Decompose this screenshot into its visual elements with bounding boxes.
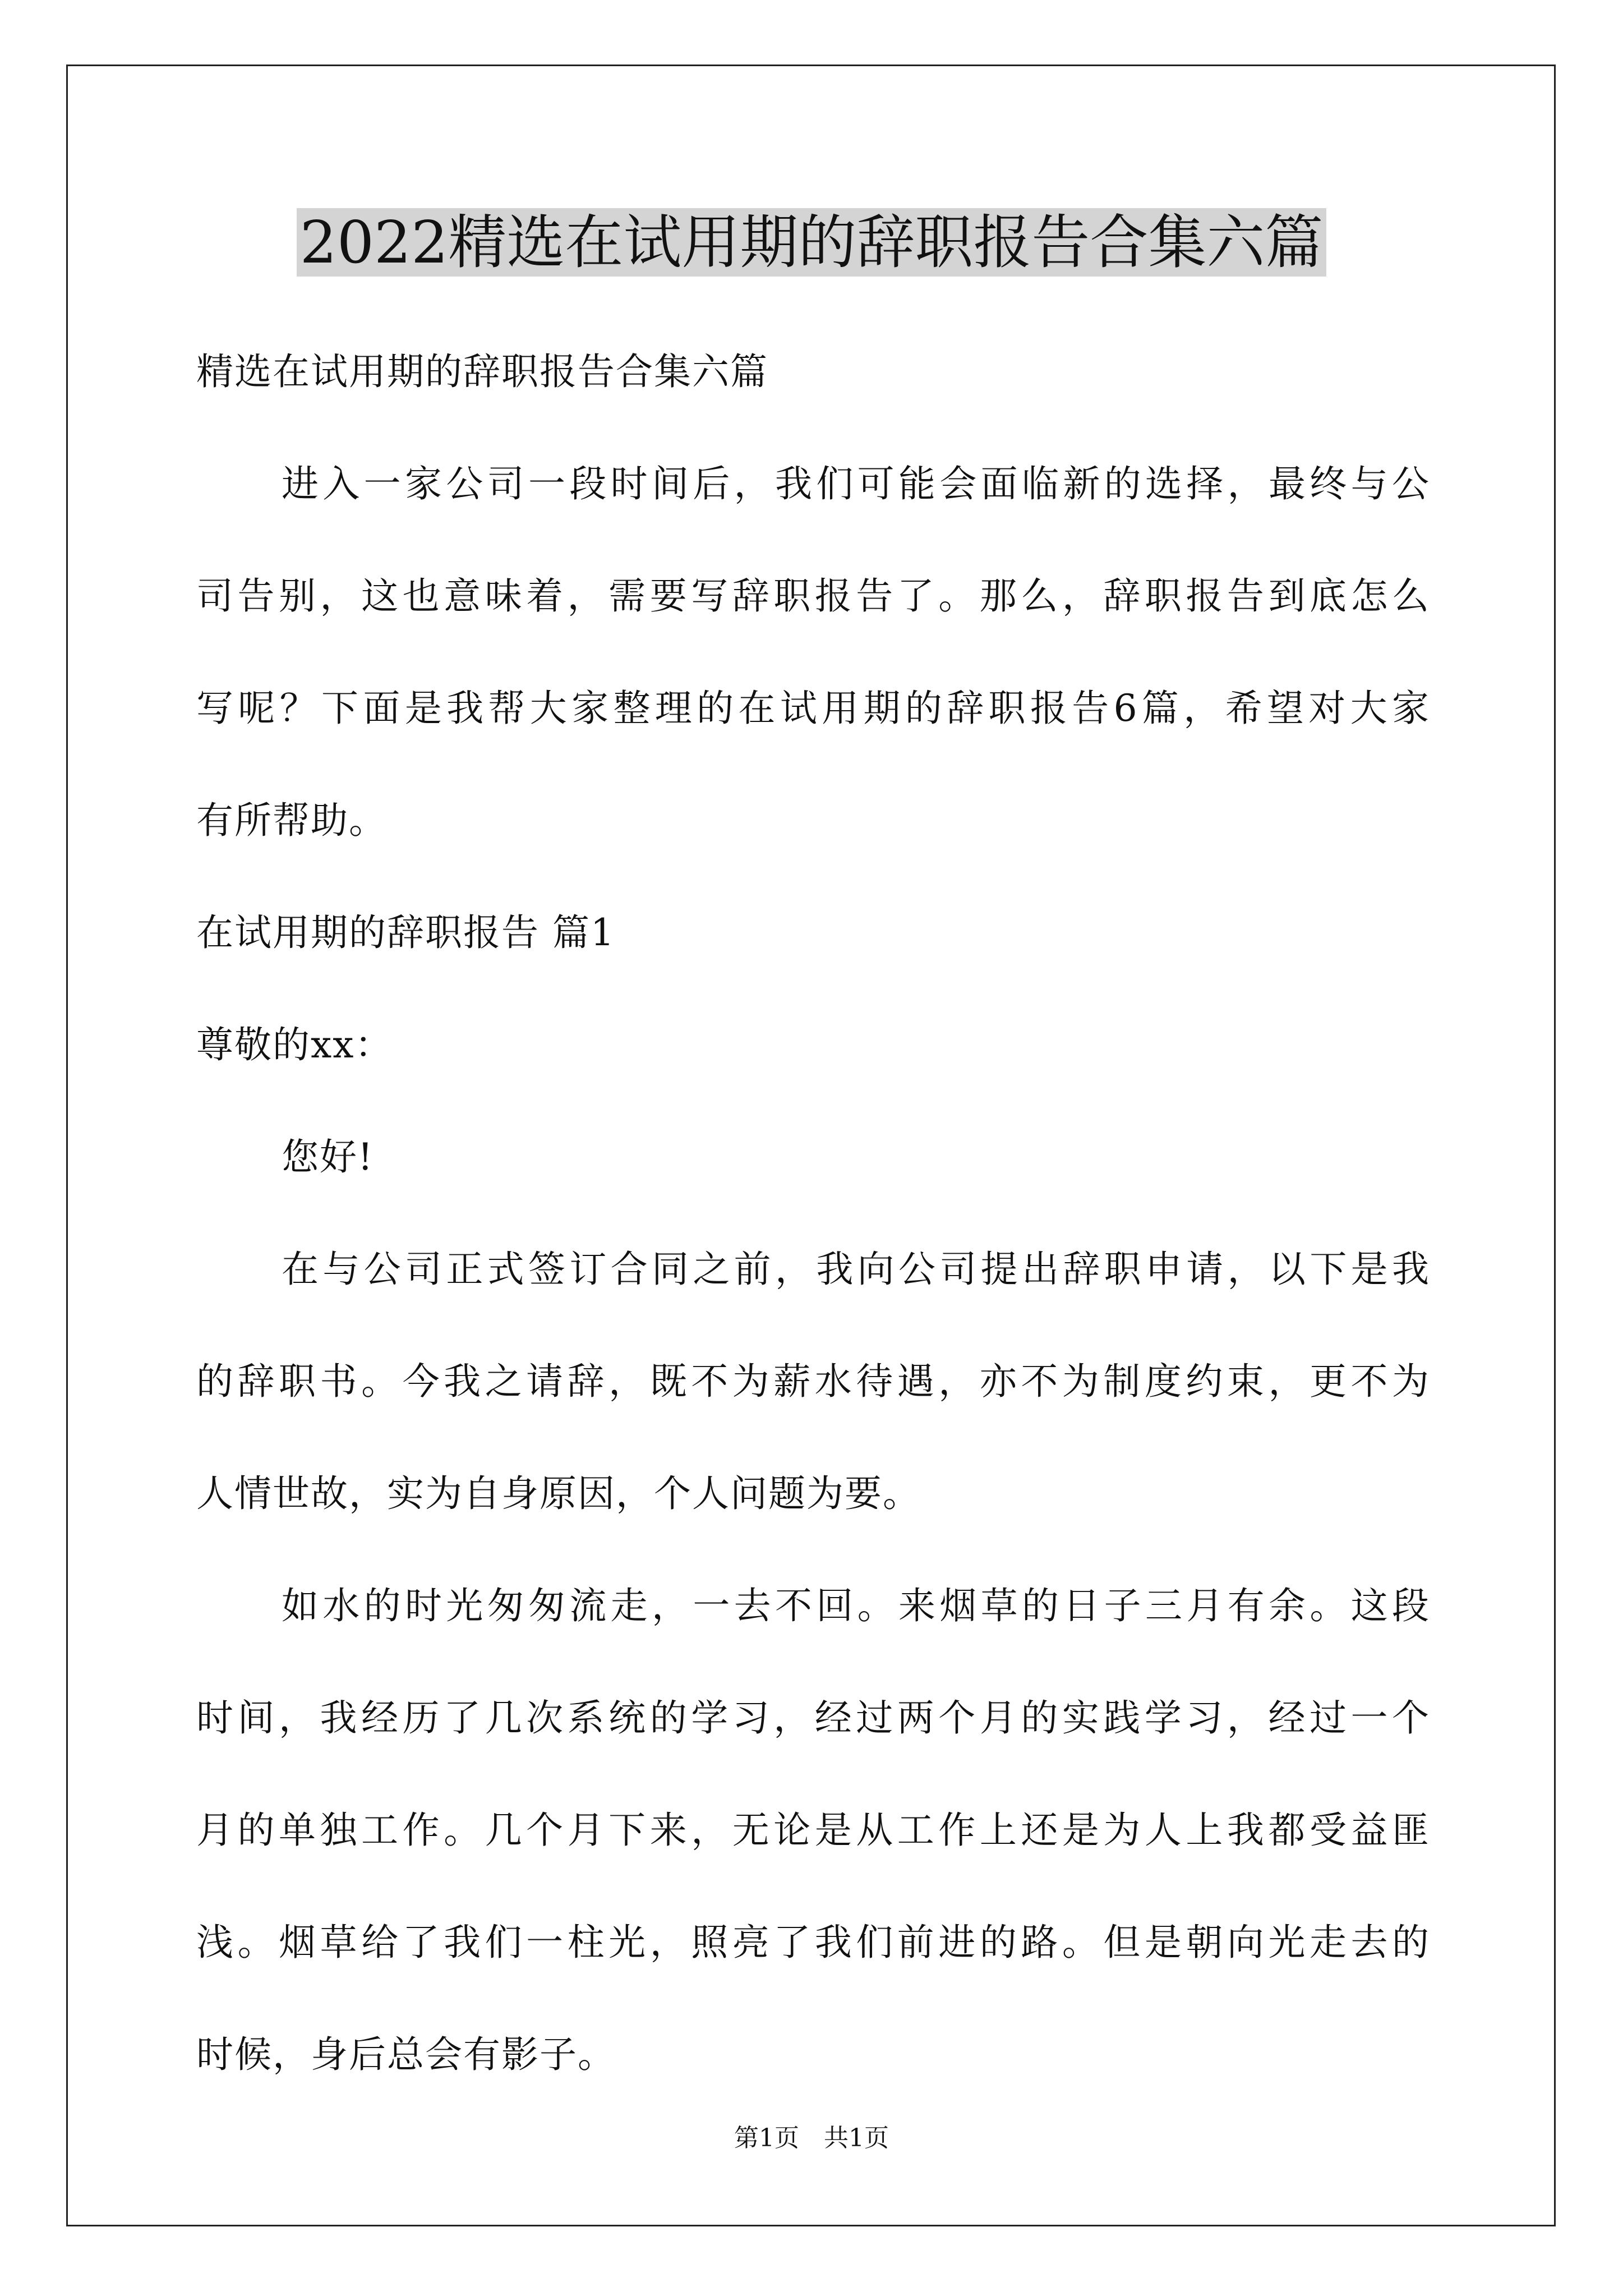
body-paragraph-2-line-4: 浅。烟草给了我们一柱光，照亮了我们前进的路。但是朝向光走去的: [196, 1921, 1430, 1964]
document-title: [0, 197, 1623, 287]
document-title-text: 2022精选在试用期的辞职报告合集六篇: [297, 208, 1327, 277]
body-paragraph-2-line-1: 如水的时光匆匆流走，一去不回。来烟草的日子三月有余。这段: [282, 1584, 1430, 1627]
intro-paragraph-line-1: 进入一家公司一段时间后，我们可能会面临新的选择，最终与公: [282, 462, 1430, 505]
intro-paragraph-line-4: 有所帮助。: [196, 799, 387, 842]
body-paragraph-1-line-1: 在与公司正式签订合同之前，我向公司提出辞职申请，以下是我: [282, 1248, 1430, 1291]
greeting: 您好!: [282, 1135, 374, 1179]
salutation: 尊敬的xx：: [196, 1023, 393, 1066]
subtitle-line: 精选在试用期的辞职报告合集六篇: [196, 350, 768, 393]
page-number-footer: 第1页 共1页: [734, 2124, 889, 2152]
intro-paragraph-line-2: 司告别，这也意味着，需要写辞职报告了。那么，辞职报告到底怎么: [196, 574, 1430, 618]
body-paragraph-1-line-3: 人情世故，实为自身原因，个人问题为要。: [196, 1472, 921, 1515]
body-paragraph-2-line-2: 时间，我经历了几次系统的学习，经过两个月的实践学习，经过一个: [196, 1696, 1430, 1740]
section-heading: 在试用期的辞职报告 篇1: [196, 911, 615, 954]
body-paragraph-2-line-3: 月的单独工作。几个月下来，无论是从工作上还是为人上我都受益匪: [196, 1809, 1430, 1852]
intro-paragraph-line-3: 写呢？下面是我帮大家整理的在试用期的辞职报告6篇，希望对大家: [196, 687, 1430, 730]
body-paragraph-1-line-2: 的辞职书。今我之请辞，既不为薪水待遇，亦不为制度约束，更不为: [196, 1360, 1430, 1403]
body-paragraph-2-line-5: 时候，身后总会有影子。: [196, 2033, 616, 2076]
